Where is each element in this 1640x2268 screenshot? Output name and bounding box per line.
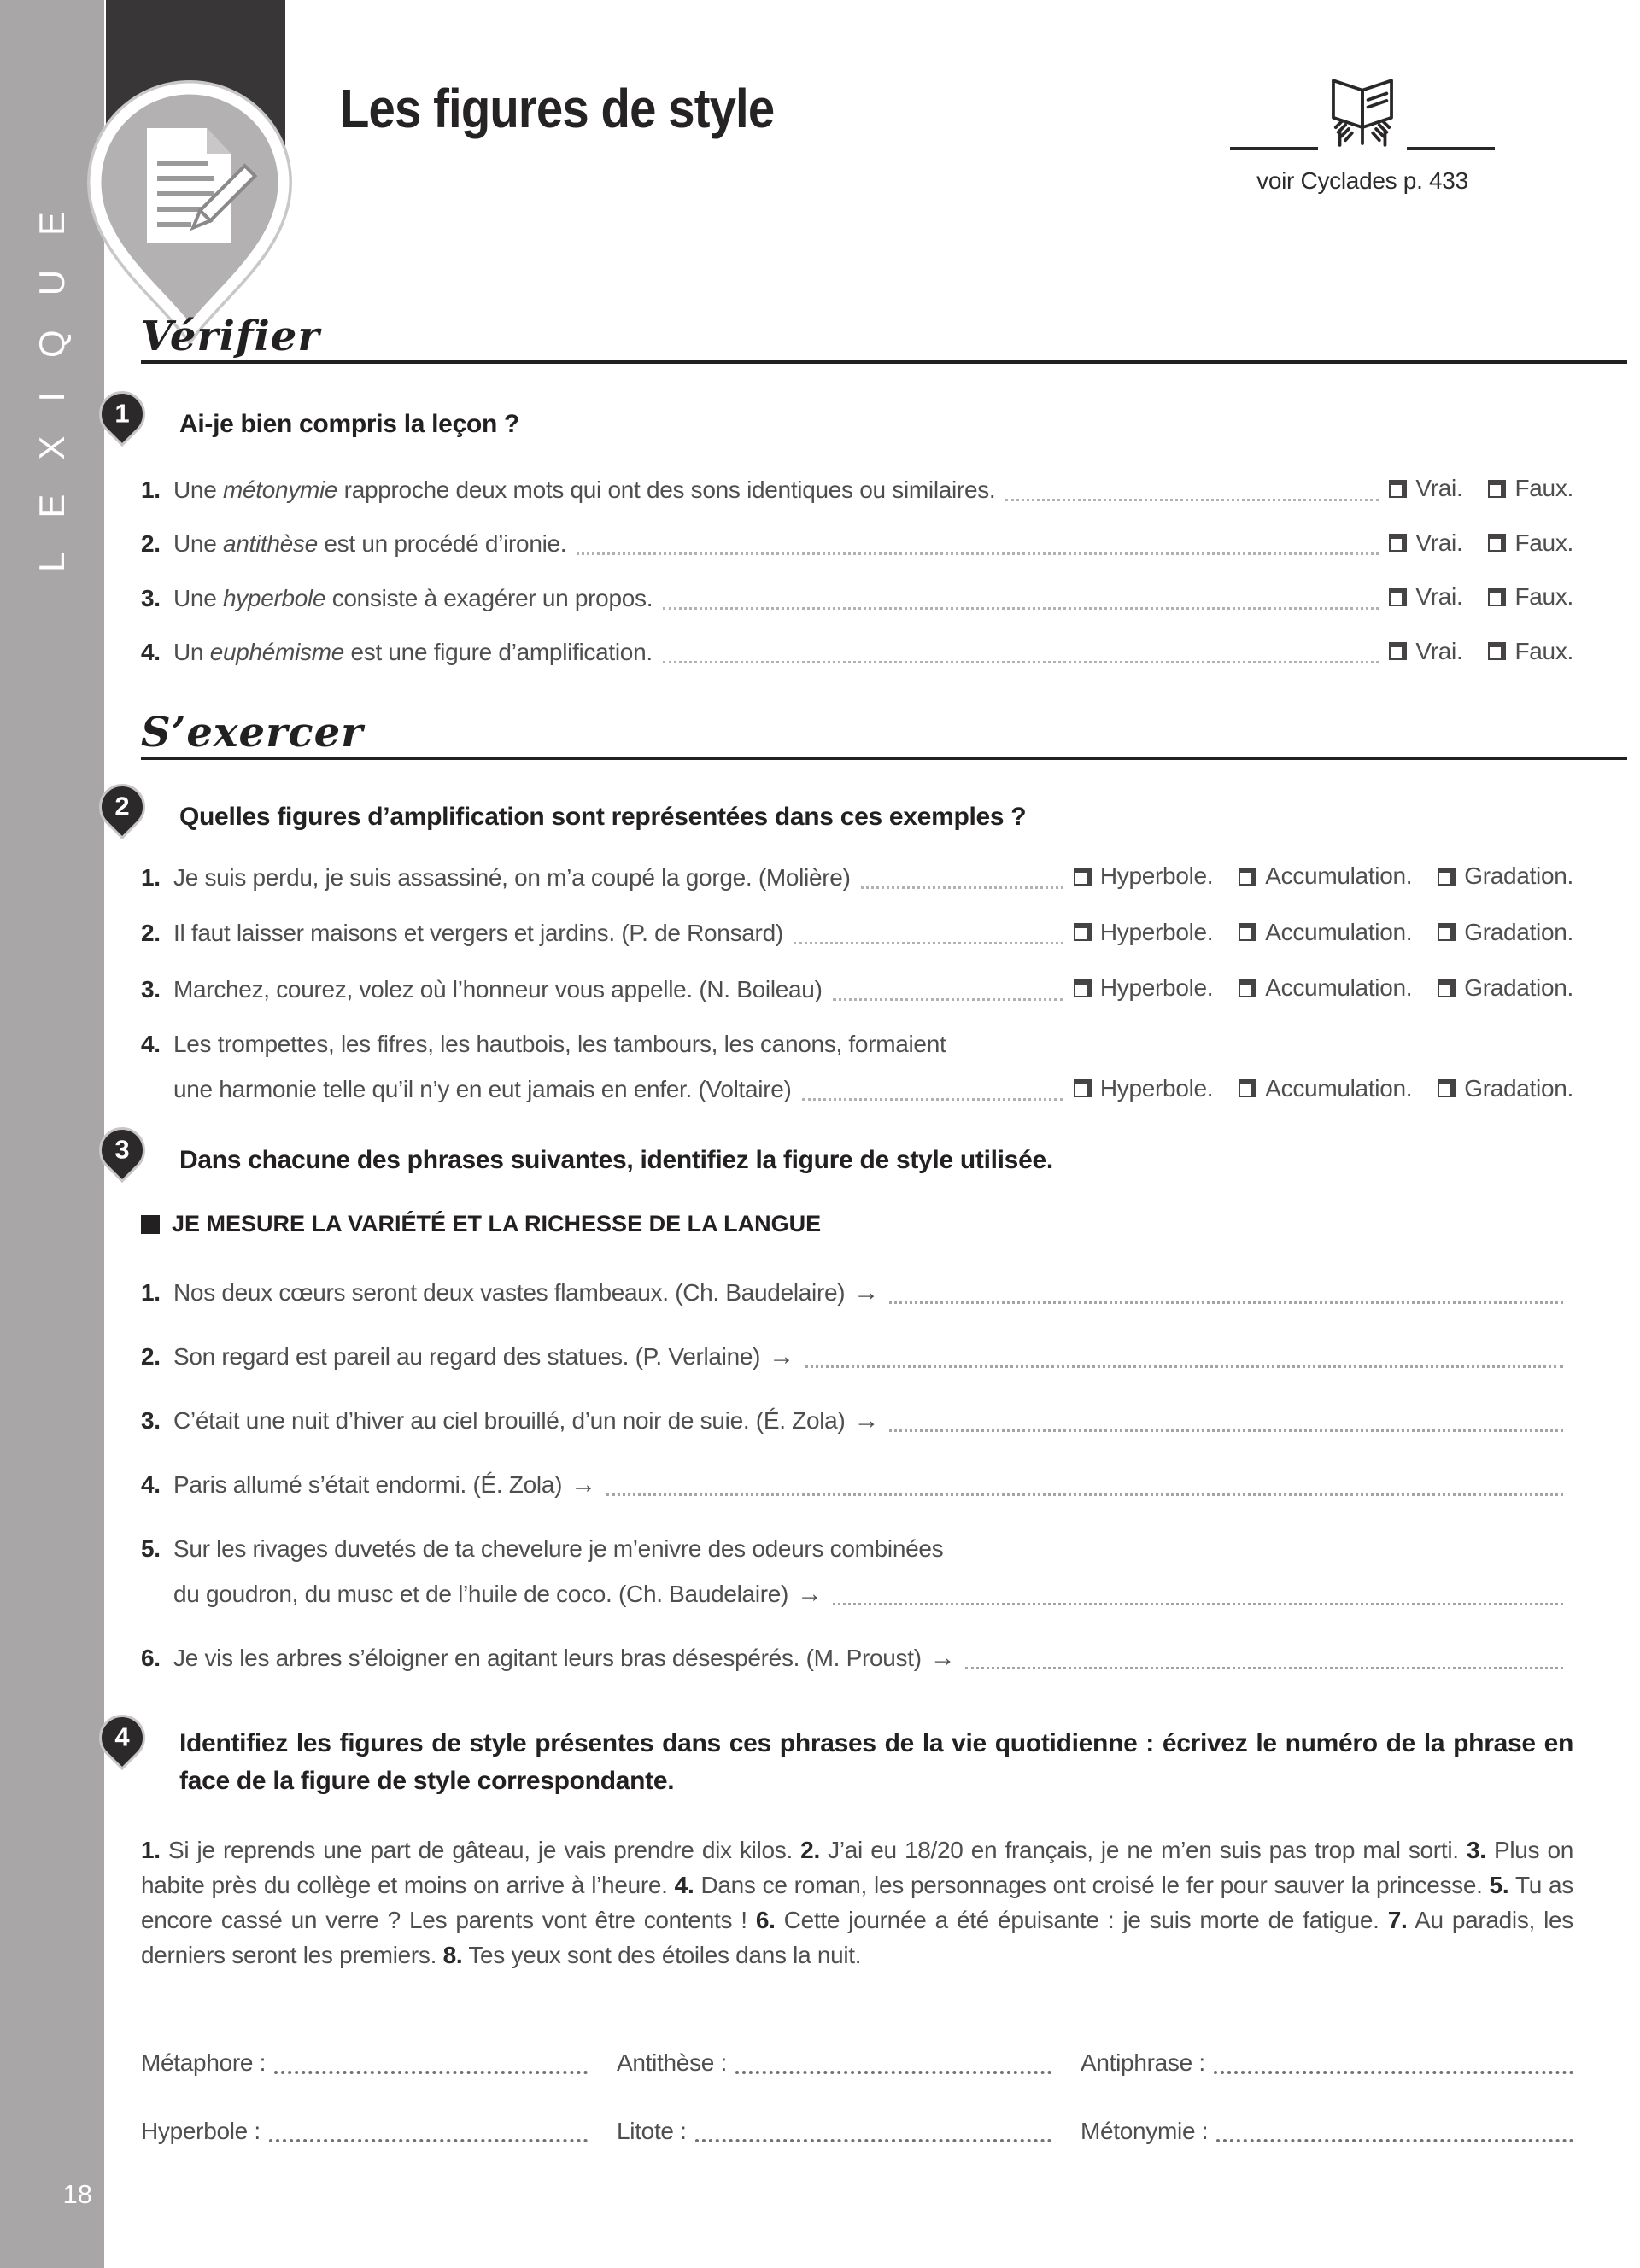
- checkbox-icon[interactable]: [1438, 979, 1456, 997]
- item-text: Un euphémisme est une figure d’amplification.: [173, 639, 653, 665]
- header-reference: [1230, 72, 1495, 195]
- answer-dotted-line[interactable]: [735, 2071, 1051, 2074]
- sentence-text: Plus on habite près du collège et moins on arrive à l’heure.: [141, 1837, 1573, 1898]
- sentence-number: 4.: [674, 1872, 694, 1898]
- item-text: Une métonymie rapproche deux mots qui ont des sons identiques ou similaires.: [173, 476, 996, 503]
- arrow-icon: →: [769, 1342, 794, 1371]
- exercise4-number: 4: [114, 1721, 130, 1752]
- sentence-text: Si je reprends une part de gâteau, je vais prendre dix kilos.: [160, 1837, 801, 1863]
- item-number: 4.: [141, 1030, 161, 1057]
- table-row-continuation: [141, 1072, 1573, 1108]
- checkbox-icon[interactable]: [1488, 588, 1506, 606]
- answer-dotted-line[interactable]: [663, 661, 1379, 663]
- option-gradation[interactable]: Gradation.: [1438, 859, 1573, 893]
- option-vrai[interactable]: Vrai.: [1389, 526, 1462, 560]
- item-text: Une hyperbole consiste à exagérer un propos.: [173, 584, 653, 611]
- checkbox-icon[interactable]: [1488, 642, 1506, 660]
- exercise1-number: 1: [114, 398, 130, 429]
- item-number: 3.: [141, 1407, 161, 1434]
- section-heading-text: Vérifier: [141, 313, 320, 360]
- checkbox-icon[interactable]: [1389, 480, 1407, 498]
- item-text: Marchez, courez, volez où l’honneur vous appelle. (N. Boileau): [173, 975, 823, 1002]
- table-row: [141, 471, 1573, 507]
- exercise3-title: Dans chacune des phrases suivantes, identifiez la figure de style utilisée.: [179, 1146, 1053, 1174]
- answer-dotted-line[interactable]: [889, 1429, 1563, 1432]
- arrow-icon: →: [797, 1580, 823, 1608]
- item-text: une harmonie telle qu’il n’y en eut jamais en enfer. (Voltaire): [173, 1076, 792, 1102]
- banner-square-icon: [141, 1215, 160, 1234]
- lesson-badge: [80, 75, 299, 345]
- item-number: 1.: [141, 1279, 161, 1306]
- checkbox-icon[interactable]: [1074, 868, 1092, 886]
- exercise2-number: 2: [114, 791, 130, 821]
- option-accumulation[interactable]: Accumulation.: [1239, 915, 1412, 950]
- option-group: [1074, 859, 1573, 893]
- item-text: Son regard est pareil au regard des statues. (P. Verlaine): [173, 1343, 761, 1370]
- exercise3-items: [141, 1276, 1573, 1705]
- answer-dotted-line[interactable]: [833, 1603, 1563, 1605]
- answer-dotted-line[interactable]: [577, 552, 1379, 555]
- rule-right: [1407, 147, 1495, 150]
- exercise1-title: Ai-je bien compris la leçon ?: [179, 410, 520, 438]
- checkbox-icon[interactable]: [1438, 868, 1456, 886]
- item-text: Sur les rivages duvetés de ta chevelure je m’enivre des odeurs combinées: [173, 1535, 944, 1562]
- checkbox-icon[interactable]: [1389, 534, 1407, 552]
- page-title: Les figures de style: [340, 78, 775, 139]
- checkbox-icon[interactable]: [1488, 480, 1506, 498]
- option-vrai[interactable]: Vrai.: [1389, 580, 1462, 614]
- option-faux[interactable]: Faux.: [1488, 580, 1573, 614]
- option-hyperbole[interactable]: Hyperbole.: [1074, 915, 1213, 950]
- answer-dotted-line[interactable]: [1216, 2139, 1573, 2142]
- option-group: [1074, 971, 1573, 1005]
- item-number: 3.: [141, 584, 161, 611]
- answer-dotted-line[interactable]: [695, 2139, 1051, 2142]
- sentence-number: 5.: [1489, 1872, 1509, 1898]
- document-pencil-icon: [80, 75, 299, 345]
- item-number: 4.: [141, 639, 161, 665]
- item-number: 2.: [141, 530, 161, 557]
- item-number: 2.: [141, 1343, 161, 1370]
- option-faux[interactable]: Faux.: [1488, 471, 1573, 506]
- item-text: Paris allumé s’était endormi. (É. Zola): [173, 1471, 563, 1498]
- answer-label: Antiphrase :: [1081, 2049, 1205, 2076]
- checkbox-icon[interactable]: [1239, 1079, 1256, 1097]
- table-row: [141, 580, 1573, 616]
- exercise3-pin: [99, 1127, 145, 1173]
- sentence-text: J’ai eu 18/20 en français, je ne m’en suis pas trop mal sorti.: [819, 1837, 1467, 1863]
- skill-banner-text: JE MESURE LA VARIÉTÉ ET LA RICHESSE DE LA LANGUE: [172, 1211, 822, 1236]
- sentence-number: 7.: [1387, 1907, 1408, 1933]
- option-group: [1389, 634, 1573, 669]
- exercise4-answer-grid: [141, 2046, 1573, 2148]
- item-number: 6.: [141, 1645, 161, 1671]
- sentence-number: 8.: [442, 1942, 463, 1968]
- chapter-vertical-label: LEXIQUE: [32, 177, 72, 572]
- table-row: [141, 1532, 1573, 1566]
- table-row: [141, 1641, 1573, 1675]
- section-heading-verifier: [141, 313, 1627, 364]
- option-accumulation[interactable]: Accumulation.: [1239, 859, 1412, 893]
- answer-dotted-line[interactable]: [274, 2071, 588, 2074]
- table-row: [141, 915, 1573, 951]
- exercise1-pin: [99, 391, 145, 437]
- item-text: Il faut laisser maisons et vergers et jardins. (P. de Ronsard): [173, 920, 783, 946]
- option-group: [1389, 580, 1573, 614]
- answer-dotted-line[interactable]: [965, 1667, 1563, 1669]
- table-row: [141, 1468, 1573, 1502]
- answer-metaphore: [141, 2046, 617, 2080]
- answer-label: Hyperbole :: [141, 2118, 261, 2144]
- exercise2-items: [141, 859, 1573, 1127]
- skill-banner: [141, 1211, 821, 1237]
- item-text: Nos deux cœurs seront deux vastes flambeaux. (Ch. Baudelaire): [173, 1279, 846, 1306]
- table-row: [141, 971, 1573, 1007]
- answer-label: Métaphore :: [141, 2049, 266, 2076]
- option-hyperbole[interactable]: Hyperbole.: [1074, 859, 1213, 893]
- option-hyperbole[interactable]: Hyperbole.: [1074, 1072, 1213, 1106]
- answer-label: Antithèse :: [617, 2049, 728, 2076]
- rule-left: [1230, 147, 1318, 150]
- sentence-text: Tes yeux sont des étoiles dans la nuit.: [462, 1942, 862, 1968]
- sentence-number: 2.: [800, 1837, 820, 1863]
- option-faux[interactable]: Faux.: [1488, 634, 1573, 669]
- answer-dotted-line[interactable]: [269, 2139, 588, 2142]
- answer-dotted-line[interactable]: [833, 998, 1063, 1001]
- exercise4-title: Identifiez les figures de style présentes dans ces phrases de la vie quotidienne : écrivez le numéro de la phrase en face de la figure de style correspondante.: [179, 1729, 1573, 1795]
- option-group: [1389, 526, 1573, 560]
- checkbox-icon[interactable]: [1074, 1079, 1092, 1097]
- option-accumulation[interactable]: Accumulation.: [1239, 1072, 1412, 1106]
- option-vrai[interactable]: Vrai.: [1389, 634, 1462, 669]
- checkbox-icon[interactable]: [1239, 979, 1256, 997]
- option-faux[interactable]: Faux.: [1488, 526, 1573, 560]
- arrow-icon: →: [853, 1278, 879, 1306]
- checkbox-icon[interactable]: [1074, 923, 1092, 941]
- item-text: C’était une nuit d’hiver au ciel brouillé, d’un noir de suie. (É. Zola): [173, 1407, 846, 1434]
- reference-text: voir Cyclades p. 433: [1256, 167, 1468, 194]
- table-row: [141, 1027, 1573, 1061]
- answer-label: Litote :: [617, 2118, 687, 2144]
- answer-dotted-line[interactable]: [606, 1493, 1563, 1496]
- checkbox-icon[interactable]: [1239, 923, 1256, 941]
- option-gradation[interactable]: Gradation.: [1438, 971, 1573, 1005]
- checkbox-icon[interactable]: [1438, 923, 1456, 941]
- table-row: [141, 634, 1573, 670]
- sentence-number: 1.: [141, 1837, 161, 1863]
- answer-dotted-line[interactable]: [802, 1098, 1063, 1101]
- section-heading-text: S’exercer: [141, 709, 364, 757]
- option-gradation[interactable]: Gradation.: [1438, 1072, 1573, 1106]
- arrow-icon: →: [853, 1406, 880, 1435]
- sentence-number: 3.: [1466, 1837, 1486, 1863]
- item-text: Les trompettes, les fifres, les hautbois, les tambours, les canons, formaient: [173, 1030, 946, 1057]
- exercise2-title: Quelles figures d’amplification sont représentées dans ces exemples ?: [179, 803, 1027, 831]
- option-group: [1074, 1072, 1573, 1106]
- answer-label: Métonymie :: [1081, 2118, 1209, 2144]
- answer-dotted-line[interactable]: [1005, 499, 1379, 501]
- item-text: Je suis perdu, je suis assassiné, on m’a coupé la gorge. (Molière): [173, 863, 851, 891]
- item-number: 1.: [141, 476, 161, 503]
- exercise1-items: [141, 471, 1573, 688]
- answer-antiphrase: [1081, 2046, 1573, 2080]
- sentence-text: Au paradis, les derniers seront les premiers.: [141, 1907, 1574, 1968]
- arrow-icon: →: [571, 1470, 596, 1499]
- option-vrai[interactable]: Vrai.: [1389, 471, 1462, 506]
- exercise4-paragraph: [141, 1833, 1573, 1973]
- answer-dotted-line[interactable]: [663, 607, 1379, 610]
- sentence-number: 6.: [755, 1907, 776, 1933]
- item-number: 3.: [141, 975, 161, 1002]
- answer-dotted-line[interactable]: [861, 886, 1063, 889]
- item-number: 1.: [141, 863, 161, 891]
- answer-dotted-line[interactable]: [794, 942, 1063, 944]
- item-text: Je vis les arbres s’éloigner en agitant leurs bras désespérés. (M. Proust): [173, 1645, 922, 1671]
- item-number: 4.: [141, 1471, 161, 1498]
- option-gradation[interactable]: Gradation.: [1438, 915, 1573, 950]
- section-heading-sexercer: [141, 709, 1627, 760]
- option-group: [1074, 915, 1573, 950]
- table-row: [141, 1404, 1573, 1438]
- answer-dotted-line[interactable]: [805, 1365, 1563, 1368]
- page-number: 18: [62, 2179, 92, 2209]
- option-accumulation[interactable]: Accumulation.: [1239, 971, 1412, 1005]
- option-hyperbole[interactable]: Hyperbole.: [1074, 971, 1213, 1005]
- sentence-text: Tu as encore cassé un verre ? Les parents vont être contents !: [141, 1872, 1573, 1933]
- exercise2-pin: [99, 784, 145, 830]
- checkbox-icon[interactable]: [1389, 642, 1407, 660]
- table-row: [141, 859, 1573, 895]
- sentence-text: Cette journée a été épuisante : je suis morte de fatigue.: [775, 1907, 1388, 1933]
- answer-dotted-line[interactable]: [889, 1301, 1563, 1304]
- checkbox-icon[interactable]: [1074, 979, 1092, 997]
- item-text: Une antithèse est un procédé d’ironie.: [173, 530, 567, 557]
- arrow-icon: →: [929, 1644, 956, 1672]
- answer-metonymie: [1081, 2114, 1573, 2148]
- answer-hyperbole: [141, 2114, 617, 2148]
- table-row: [141, 1340, 1573, 1374]
- table-row: [141, 1276, 1573, 1310]
- checkbox-icon[interactable]: [1389, 588, 1407, 606]
- sentence-text: Dans ce roman, les personnages ont croisé le fer pour sauver la princesse.: [694, 1872, 1490, 1898]
- item-number: 5.: [141, 1535, 161, 1562]
- checkbox-icon[interactable]: [1488, 534, 1506, 552]
- item-number: 2.: [141, 920, 161, 946]
- checkbox-icon[interactable]: [1438, 1079, 1456, 1097]
- table-row-continuation: [141, 1577, 1573, 1611]
- header-reference-line: [1230, 72, 1495, 157]
- item-text: du goudron, du musc et de l’huile de coco. (Ch. Baudelaire): [173, 1581, 789, 1607]
- exercise3-number: 3: [114, 1134, 130, 1165]
- answer-litote: [617, 2114, 1081, 2148]
- answer-dotted-line[interactable]: [1214, 2071, 1573, 2074]
- exercise4-pin: [99, 1715, 145, 1761]
- answer-antithese: [617, 2046, 1081, 2080]
- option-group: [1389, 471, 1573, 506]
- table-row: [141, 526, 1573, 562]
- open-book-hands-icon: [1318, 72, 1407, 157]
- checkbox-icon[interactable]: [1239, 868, 1256, 886]
